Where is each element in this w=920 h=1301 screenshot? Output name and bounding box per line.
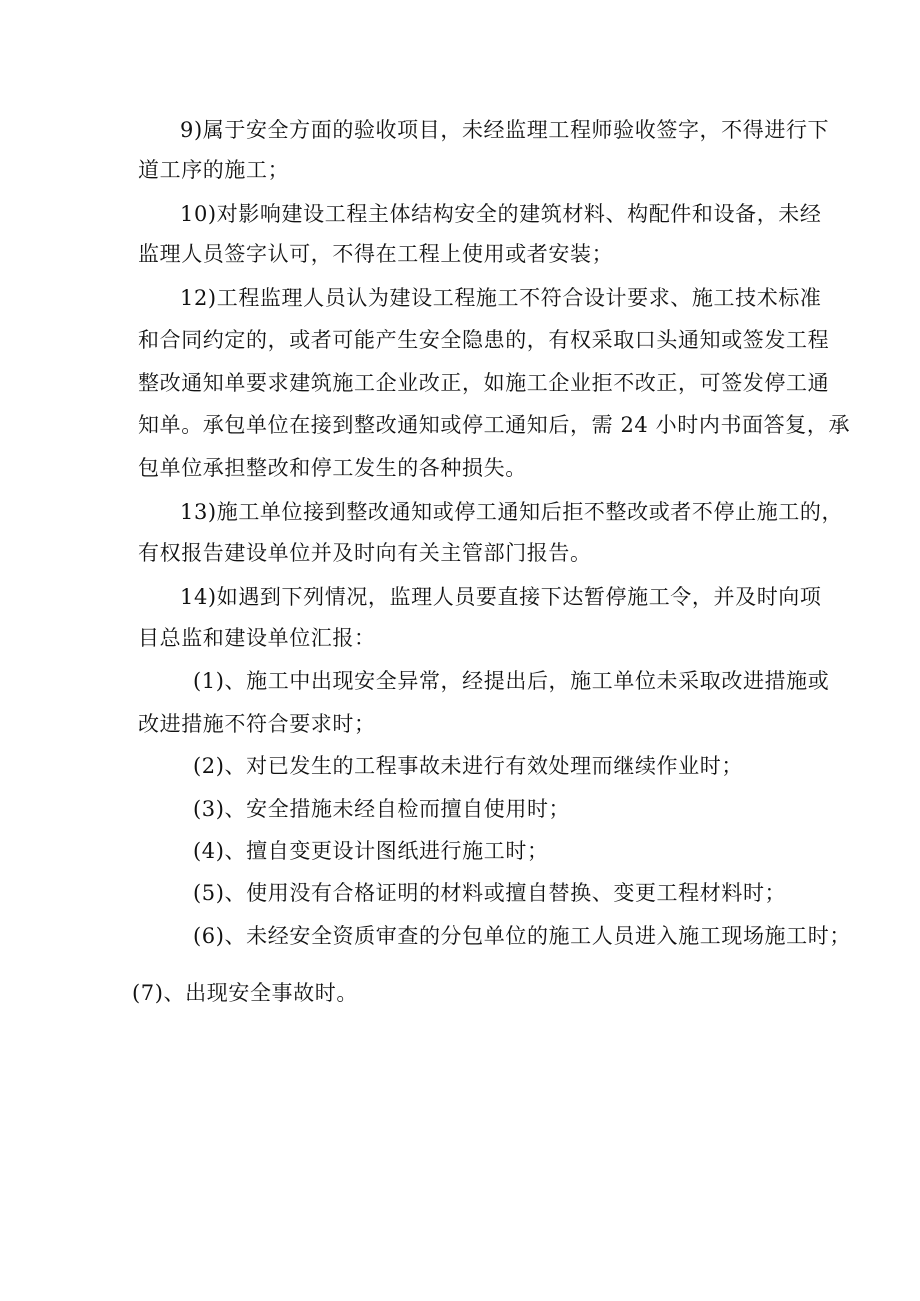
list-item-5: (5)、使用没有合格证明的材料或擅自替换、变更工程材料时； bbox=[193, 881, 787, 905]
paragraph-12-line-2: 和合同约定的，或者可能产生安全隐患的，有权采取口头通知或签发工程 bbox=[138, 328, 830, 352]
paragraph-10-line-2: 监理人员签字认可，不得在工程上使用或者安装； bbox=[138, 242, 614, 266]
list-item-3: (3)、安全措施未经自检而擅自使用时； bbox=[193, 797, 571, 821]
list-item-7: (7)、出现安全事故时。 bbox=[132, 981, 358, 1005]
list-item-1-line-1: (1)、施工中出现安全异常，经提出后，施工单位未采取改进措施或 bbox=[193, 669, 830, 693]
paragraph-14-line-2: 目总监和建设单位汇报： bbox=[138, 626, 376, 650]
list-item-6: (6)、未经安全资质审查的分包单位的施工人员进入施工现场施工时； bbox=[193, 924, 851, 948]
paragraph-9-line-1: 9)属于安全方面的验收项目，未经监理工程师验收签字，不得进行下 bbox=[180, 118, 830, 142]
paragraph-13-line-1: 13)施工单位接到整改通知或停工通知后拒不整改或者不停止施工的， bbox=[180, 500, 844, 524]
paragraph-12-line-1: 12)工程监理人员认为建设工程施工不符合设计要求、施工技术标准 bbox=[180, 286, 822, 310]
paragraph-12-line-5: 包单位承担整改和停工发生的各种损失。 bbox=[138, 456, 527, 480]
paragraph-12-line-3: 整改通知单要求建筑施工企业改正，如施工企业拒不改正，可签发停工通 bbox=[138, 371, 830, 395]
list-item-2: (2)、对已发生的工程事故未进行有效处理而继续作业时； bbox=[193, 754, 743, 778]
list-item-4: (4)、擅自变更设计图纸进行施工时； bbox=[193, 839, 549, 863]
paragraph-13-line-2: 有权报告建设单位并及时向有关主管部门报告。 bbox=[138, 541, 592, 565]
paragraph-12-line-4: 知单。承包单位在接到整改通知或停工通知后，需 24 小时内书面答复，承 bbox=[138, 413, 851, 437]
paragraph-14-line-1: 14)如遇到下列情况，监理人员要直接下达暂停施工令，并及时向项 bbox=[180, 585, 822, 609]
paragraph-9-line-2: 道工序的施工； bbox=[138, 158, 290, 182]
list-item-1-line-2: 改进措施不符合要求时； bbox=[138, 712, 376, 736]
paragraph-10-line-1: 10)对影响建设工程主体结构安全的建筑材料、构配件和设备，未经 bbox=[180, 202, 822, 226]
